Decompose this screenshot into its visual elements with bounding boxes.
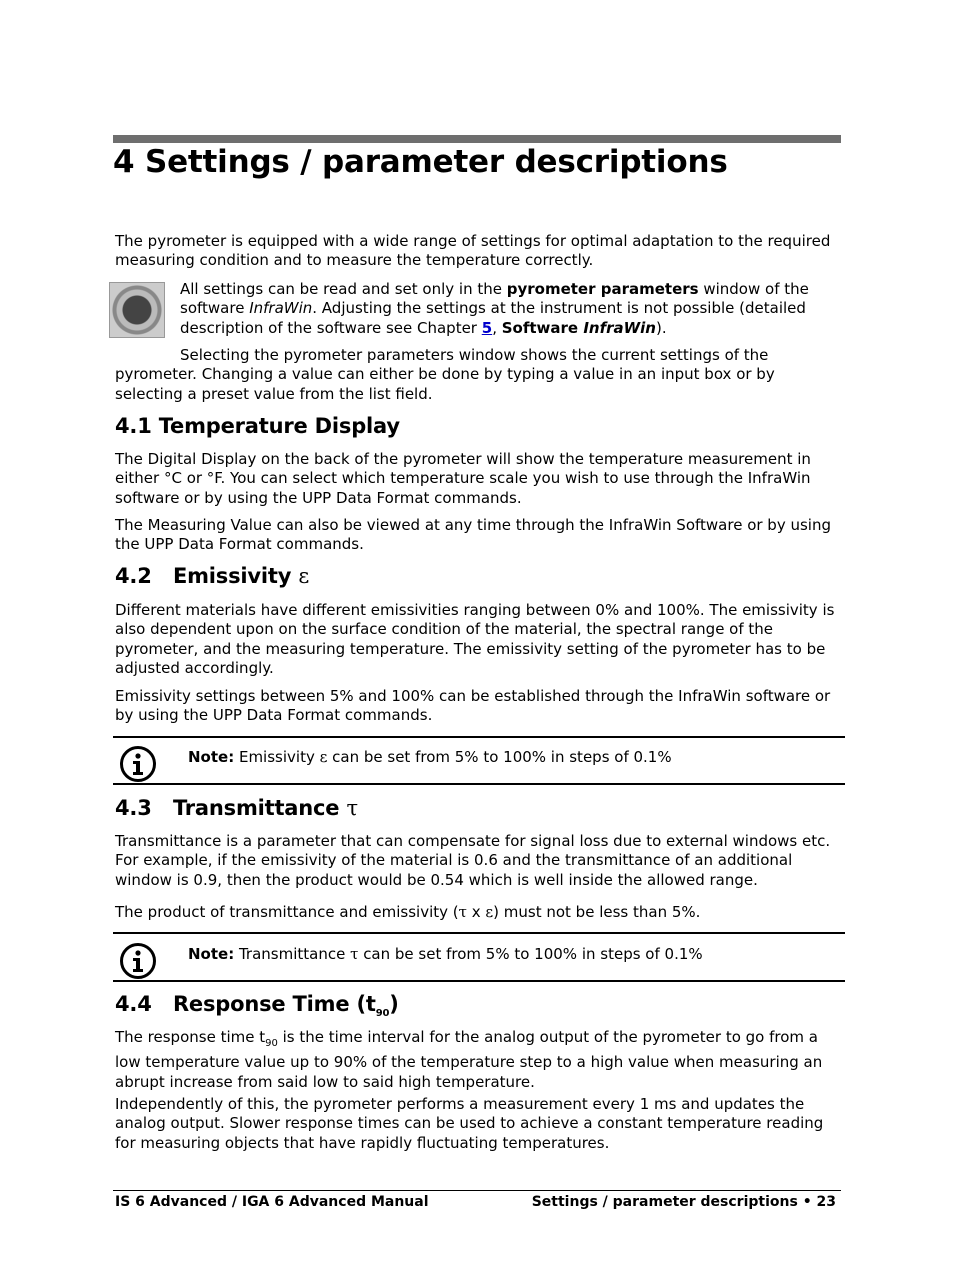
transmittance-note: Note: Transmittance τ can be set from 5% to 100% in steps of 0.1% xyxy=(188,945,703,963)
section-4-1-paragraph-1: The Digital Display on the back of the pyrometer will show the temperature measurement in either °C or °F. You can select which temperature scale you wish to use through the InfraWin software or by using the UPP Data Format commands. xyxy=(115,450,811,507)
note-top-rule xyxy=(113,736,845,738)
note-bottom-rule xyxy=(113,980,845,982)
section-4-2-paragraph-1: Different materials have different emissivities ranging between 0% and 100%. The emissivity is also dependent upon on the surface condition of the material, the spectral range of the pyrometer, and the measuring temperature. The emissivity setting of the pyrometer has to be adjusted accordingly. xyxy=(115,601,835,677)
section-4-2-heading: 4.2 Emissivity ε xyxy=(115,564,310,588)
chapter-title: 4 Settings / parameter descriptions xyxy=(113,144,728,180)
chapter-5-link[interactable]: 5 xyxy=(481,318,493,337)
info-icon xyxy=(119,745,157,783)
intro-software-paragraph: All settings can be read and set only in the pyrometer parameters window of the software InfraWin. Adjusting the settings at the instrument is not possible (detailed description of the software see Chapter 5, Software InfraWin). xyxy=(180,280,809,337)
section-4-1-paragraph-2: The Measuring Value can also be viewed at any time through the InfraWin Software or by using the UPP Data Format commands. xyxy=(115,516,831,554)
section-4-4-paragraph-1: The response time $t_{90}$ is the time interval for the analog output of the pyrometer to go from a low temperature value up to 90% of the temperature step to a high value when measuring an abrupt increase from said low to said high temperature. xyxy=(115,1028,823,1091)
software-knob-icon xyxy=(109,282,165,338)
note-top-rule xyxy=(113,932,845,934)
footer-manual-title: IS 6 Advanced / IGA 6 Advanced Manual xyxy=(115,1194,429,1210)
section-4-1-heading: 4.1 Temperature Display xyxy=(115,414,400,438)
note-bottom-rule xyxy=(113,783,845,785)
emissivity-note: Note: Emissivity ε can be set from 5% to 100% in steps of 0.1% xyxy=(188,748,672,766)
chapter-rule xyxy=(113,135,841,143)
intro-window-paragraph: Selecting the pyrometer parameters window shows the current settings of the pyrometer. Changing a value can either be done by typing a value in an input box or by selecting a preset value from the list field. xyxy=(115,346,775,403)
section-4-3-heading: 4.3 Transmittance τ xyxy=(115,796,358,820)
intro-paragraph: The pyrometer is equipped with a wide range of settings for optimal adaptation to the required measuring condition and to measure the temperature correctly. xyxy=(115,232,831,270)
section-4-2-paragraph-2: Emissivity settings between 5% and 100% can be established through the InfraWin software or by using the UPP Data Format commands. xyxy=(115,687,831,725)
footer-page-info: Settings / parameter descriptions • 23 xyxy=(531,1194,836,1210)
footer-rule xyxy=(113,1190,841,1191)
section-4-4-heading: 4.4 Response Time $(t_{90})$ xyxy=(115,992,399,1020)
section-4-4-paragraph-2: Independently of this, the pyrometer performs a measurement every 1 ms and updates the analog output. Slower response times can be used to achieve a constant temperature reading for measuring objects that have rapidly fluctuating temperatures. xyxy=(115,1095,824,1152)
section-4-3-paragraph-2: The product of transmittance and emissivity (τ x ε) must not be less than 5%. xyxy=(115,903,701,921)
info-icon xyxy=(119,942,157,980)
section-4-3-paragraph-1: Transmittance is a parameter that can compensate for signal loss due to external windows etc. For example, if the emissivity of the material is 0.6 and the transmittance of an additional window is 0.9, then the product would be 0.54 which is well inside the allowed range. xyxy=(115,832,831,889)
